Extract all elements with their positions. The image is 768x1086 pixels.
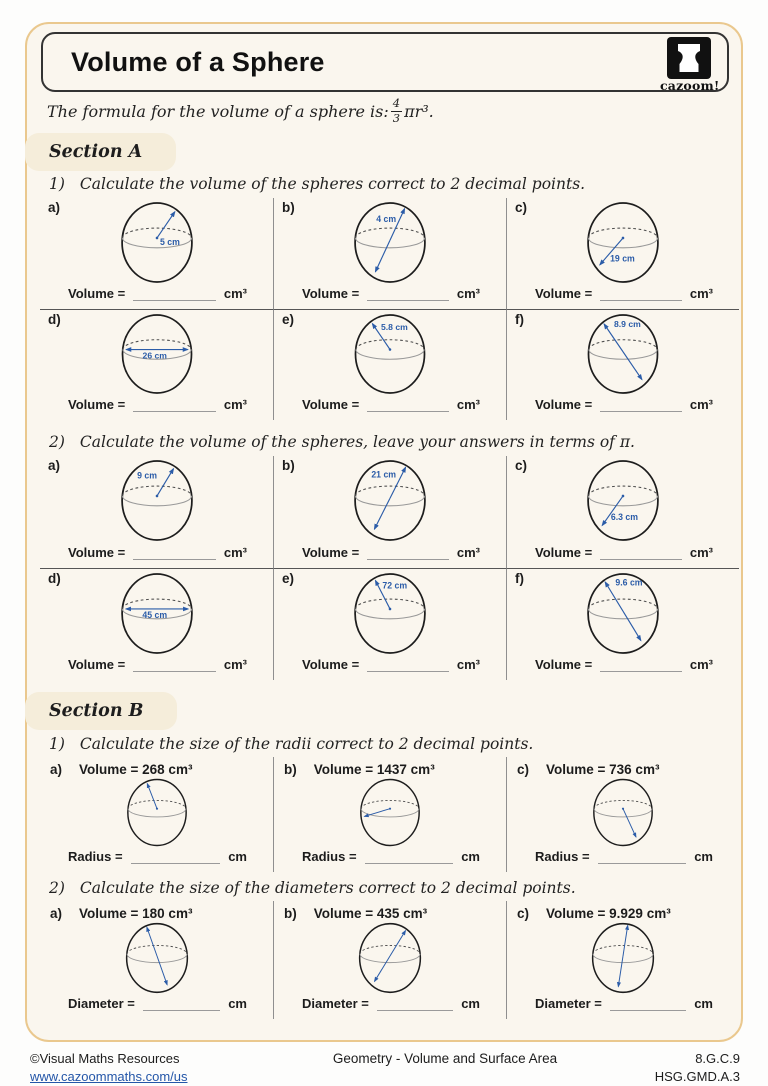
problem-cell (40, 901, 273, 1019)
answer-unit: cm³ (689, 286, 713, 301)
given-volume: Volume = 435 cm³ (313, 906, 428, 921)
answer-unit: cm³ (456, 286, 480, 301)
item-letter: e) (282, 571, 295, 586)
website-link[interactable]: www.cazoommaths.com/us (30, 1068, 188, 1084)
sphere-diagram (352, 312, 428, 396)
answer-unit: cm³ (689, 545, 713, 560)
svg-text:5 cm: 5 cm (159, 236, 180, 247)
answer-row (274, 544, 506, 560)
question-number: 2) (49, 433, 65, 451)
answer-unit: cm³ (223, 397, 247, 412)
answer-row (40, 285, 273, 301)
problem-cell (506, 757, 739, 872)
answer-blank (600, 544, 682, 560)
problem-cell (273, 568, 506, 680)
worksheet-sheet (25, 22, 743, 1042)
svg-text:21 cm: 21 cm (371, 469, 397, 480)
answer-unit: cm³ (223, 545, 247, 560)
page-footer (30, 1050, 740, 1085)
item-letter: a) (50, 906, 63, 921)
sphere-diagram (119, 458, 195, 543)
question-text: Calculate the volume of the spheres, leave your answers in terms of π. (79, 433, 635, 451)
item-letter: b) (282, 458, 295, 473)
question-text: Calculate the volume of the spheres correct to 2 decimal points. (79, 175, 586, 193)
svg-text:9.6 cm: 9.6 cm (615, 577, 643, 588)
answer-unit: cm (461, 849, 480, 864)
answer-label: Volume = (302, 286, 360, 301)
formula-line (47, 98, 434, 124)
given-volume: Volume = 9.929 cm³ (546, 906, 671, 921)
problem-cell (40, 198, 273, 309)
question-a2-grid (40, 456, 739, 680)
problem-cell (40, 456, 273, 568)
answer-row (40, 848, 273, 864)
sphere-diagram (119, 312, 195, 396)
problem-cell (506, 198, 739, 309)
answer-blank (131, 848, 221, 864)
answer-blank (133, 285, 216, 301)
answer-label: Volume = (68, 545, 126, 560)
sphere-diagram (357, 777, 423, 848)
sphere-diagram (585, 200, 661, 285)
cazoom-logo-icon (667, 37, 711, 79)
svg-text:9 cm: 9 cm (136, 470, 157, 481)
answer-label: Volume = (302, 397, 360, 412)
question-b1-grid (40, 757, 739, 872)
footer-standards (610, 1050, 740, 1085)
item-letter: b) (282, 200, 295, 215)
answer-label: Radius = (535, 849, 590, 864)
problem-cell (506, 568, 739, 680)
svg-text:8.9 cm: 8.9 cm (614, 319, 641, 329)
answer-label: Volume = (535, 657, 593, 672)
answer-row (507, 848, 739, 864)
question-a2-text (49, 433, 635, 451)
cazoom-logo (660, 37, 718, 93)
answer-row (274, 656, 506, 672)
problem-cell (273, 757, 506, 872)
answer-row (40, 544, 273, 560)
answer-blank (367, 544, 449, 560)
item-letter: b) (284, 762, 297, 777)
standard-code-2: HSG.GMD.A.3 (654, 1068, 740, 1084)
answer-row (40, 995, 273, 1011)
footer-topic: Geometry - Volume and Surface Area (332, 1051, 558, 1066)
answer-row (274, 396, 506, 412)
sphere-diagram (590, 777, 656, 848)
question-b2-grid (40, 901, 739, 1019)
question-b2-text (49, 879, 576, 897)
given-row (507, 759, 739, 777)
formula-suffix: πr³. (404, 101, 434, 121)
answer-label: Radius = (68, 849, 123, 864)
sphere-diagram (590, 921, 656, 995)
problem-cell (273, 309, 506, 420)
sphere-diagram (352, 571, 428, 656)
svg-text:6.3 cm: 6.3 cm (610, 512, 639, 523)
question-number: 1) (49, 175, 65, 193)
problem-cell (40, 309, 273, 420)
vase-icon (672, 42, 706, 74)
item-letter: d) (48, 312, 61, 327)
given-row (507, 903, 739, 921)
answer-label: Volume = (302, 545, 360, 560)
answer-row (274, 995, 506, 1011)
answer-unit: cm³ (456, 657, 480, 672)
sphere-diagram (357, 921, 423, 995)
answer-row (507, 544, 739, 560)
problem-cell (40, 757, 273, 872)
item-letter: a) (48, 458, 61, 473)
given-volume: Volume = 268 cm³ (79, 762, 193, 777)
sphere-diagram (119, 200, 195, 285)
answer-blank (377, 995, 453, 1011)
item-letter: c) (515, 200, 528, 215)
answer-label: Volume = (302, 657, 360, 672)
answer-label: Diameter = (302, 996, 369, 1011)
svg-text:4 cm: 4 cm (376, 214, 397, 225)
standard-code-1: 8.G.C.9 (695, 1051, 740, 1066)
item-letter: f) (515, 312, 524, 327)
answer-row (274, 285, 506, 301)
item-letter: a) (50, 762, 63, 777)
item-letter: c) (517, 762, 530, 777)
question-a1-grid (40, 198, 739, 420)
answer-blank (133, 656, 216, 672)
item-letter: c) (517, 906, 530, 921)
question-text: Calculate the size of the diameters correct to 2 decimal points. (79, 879, 576, 897)
answer-unit: cm (228, 849, 247, 864)
answer-label: Diameter = (68, 996, 135, 1011)
answer-unit: cm³ (689, 397, 713, 412)
svg-text:5.8 cm: 5.8 cm (381, 322, 408, 332)
question-text: Calculate the size of the radii correct to 2 decimal points. (79, 735, 534, 753)
answer-label: Volume = (535, 286, 593, 301)
answer-label: Volume = (68, 286, 126, 301)
section-b-heading: Section B (25, 692, 177, 730)
answer-row (40, 396, 273, 412)
answer-row (507, 285, 739, 301)
item-letter: c) (515, 458, 528, 473)
sphere-diagram (585, 312, 661, 396)
item-letter: d) (48, 571, 61, 586)
answer-unit: cm³ (689, 657, 713, 672)
sphere-diagram (352, 200, 428, 285)
item-letter: f) (515, 571, 524, 586)
answer-row (507, 995, 739, 1011)
item-letter: b) (284, 906, 297, 921)
svg-text:72 cm: 72 cm (382, 580, 408, 591)
sphere-diagram (124, 921, 190, 995)
answer-unit: cm³ (223, 657, 247, 672)
given-row (40, 759, 273, 777)
copyright-text: ©Visual Maths Resources (30, 1051, 180, 1066)
given-volume: Volume = 1437 cm³ (313, 762, 435, 777)
sphere-diagram (585, 571, 661, 656)
page-title: Volume of a Sphere (71, 47, 325, 77)
question-number: 1) (49, 735, 65, 753)
fraction (391, 98, 402, 124)
problem-cell (506, 309, 739, 420)
question-a1-text (49, 175, 585, 193)
answer-row (40, 656, 273, 672)
problem-cell (40, 568, 273, 680)
answer-label: Radius = (302, 849, 357, 864)
answer-blank (598, 848, 687, 864)
answer-unit: cm (694, 849, 713, 864)
answer-unit: cm³ (456, 397, 480, 412)
given-row (40, 903, 273, 921)
answer-unit: cm (228, 996, 247, 1011)
answer-blank (600, 285, 682, 301)
answer-unit: cm (694, 996, 713, 1011)
answer-blank (367, 285, 449, 301)
given-row (274, 759, 506, 777)
item-letter: e) (282, 312, 295, 327)
answer-unit: cm (461, 996, 480, 1011)
section-a-heading: Section A (25, 133, 176, 171)
answer-label: Volume = (535, 545, 593, 560)
sphere-diagram (352, 458, 428, 543)
fraction-denominator: 3 (392, 110, 401, 125)
formula-prefix: The formula for the volume of a sphere is: (47, 101, 389, 121)
answer-blank (367, 656, 449, 672)
answer-label: Diameter = (535, 996, 602, 1011)
answer-blank (610, 995, 686, 1011)
answer-blank (367, 396, 449, 412)
item-letter: a) (48, 200, 61, 215)
sphere-diagram (585, 458, 661, 543)
problem-cell (273, 456, 506, 568)
fraction-numerator: 4 (392, 96, 401, 110)
answer-blank (600, 656, 682, 672)
problem-cell (506, 901, 739, 1019)
title-box (41, 32, 729, 92)
answer-blank (133, 544, 216, 560)
answer-row (507, 396, 739, 412)
answer-row (507, 656, 739, 672)
problem-cell (273, 901, 506, 1019)
sphere-diagram (124, 777, 190, 848)
answer-blank (600, 396, 682, 412)
cazoom-logo-text: cazoom! (660, 78, 720, 93)
answer-label: Volume = (68, 657, 126, 672)
answer-row (274, 848, 506, 864)
given-volume: Volume = 736 cm³ (546, 762, 660, 777)
answer-unit: cm³ (223, 286, 247, 301)
svg-text:45 cm: 45 cm (141, 610, 167, 621)
answer-label: Volume = (535, 397, 593, 412)
given-row (274, 903, 506, 921)
answer-blank (365, 848, 454, 864)
svg-text:19 cm: 19 cm (610, 253, 635, 264)
question-b1-text (49, 735, 533, 753)
answer-unit: cm³ (456, 545, 480, 560)
problem-cell (273, 198, 506, 309)
answer-label: Volume = (68, 397, 126, 412)
footer-attribution (30, 1050, 280, 1085)
question-number: 2) (49, 879, 65, 897)
svg-text:26 cm: 26 cm (142, 350, 167, 361)
answer-blank (133, 396, 216, 412)
sphere-diagram (119, 571, 195, 656)
answer-blank (143, 995, 220, 1011)
problem-cell (506, 456, 739, 568)
given-volume: Volume = 180 cm³ (79, 906, 193, 921)
